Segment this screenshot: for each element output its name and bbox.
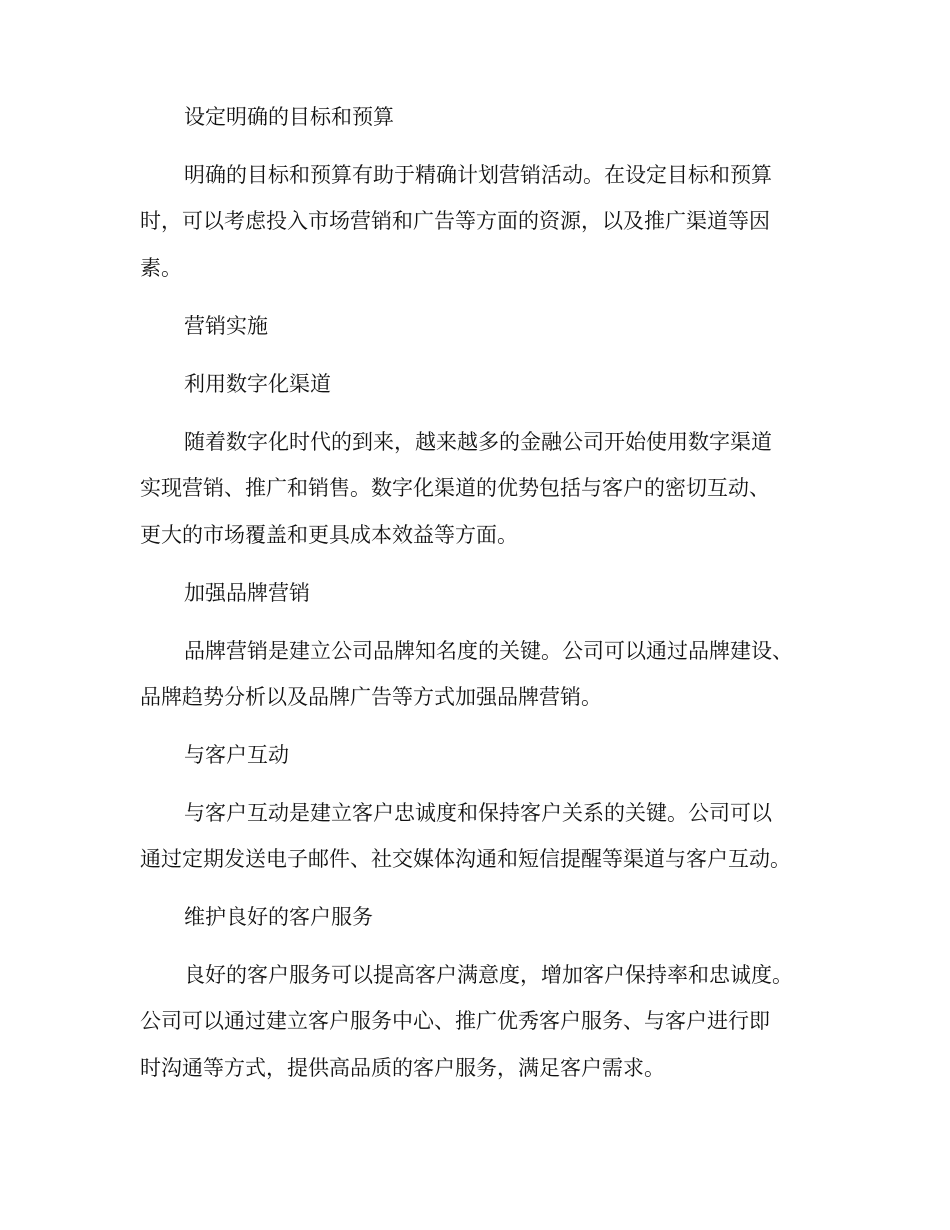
paragraph-line: 实现营销、推广和销售。数字化渠道的优势包括与客户的密切互动、 [140, 476, 770, 500]
heading-brand-marketing: 加强品牌营销 [184, 581, 310, 605]
paragraph-line: 与客户互动是建立客户忠诚度和保持客户关系的关键。公司可以 [184, 801, 772, 825]
heading-digital-channels: 利用数字化渠道 [184, 372, 331, 396]
paragraph-line: 良好的客户服务可以提高客户满意度，增加客户保持率和忠诚度。 [184, 963, 793, 987]
heading-marketing-implementation: 营销实施 [184, 314, 268, 338]
paragraph-line: 公司可以通过建立客户服务中心、推广优秀客户服务、与客户进行即 [140, 1009, 770, 1033]
paragraph-line: 素。 [140, 256, 182, 280]
paragraph-line: 时，可以考虑投入市场营销和广告等方面的资源，以及推广渠道等因 [140, 209, 770, 233]
heading-customer-service: 维护良好的客户服务 [184, 905, 373, 929]
paragraph-line: 更大的市场覆盖和更具成本效益等方面。 [140, 523, 518, 547]
heading-set-goals-budget: 设定明确的目标和预算 [184, 105, 394, 129]
paragraph-line: 随着数字化时代的到来，越来越多的金融公司开始使用数字渠道 [184, 430, 772, 454]
paragraph-line: 品牌营销是建立公司品牌知名度的关键。公司可以通过品牌建设、 [184, 639, 793, 663]
paragraph-line: 时沟通等方式，提供高品质的客户服务，满足客户需求。 [140, 1056, 665, 1080]
paragraph-line: 明确的目标和预算有助于精确计划营销活动。在设定目标和预算 [184, 163, 772, 187]
heading-customer-interaction: 与客户互动 [184, 743, 289, 767]
paragraph-line: 品牌趋势分析以及品牌广告等方式加强品牌营销。 [140, 685, 602, 709]
paragraph-line: 通过定期发送电子邮件、社交媒体沟通和短信提醒等渠道与客户互动。 [140, 847, 791, 871]
